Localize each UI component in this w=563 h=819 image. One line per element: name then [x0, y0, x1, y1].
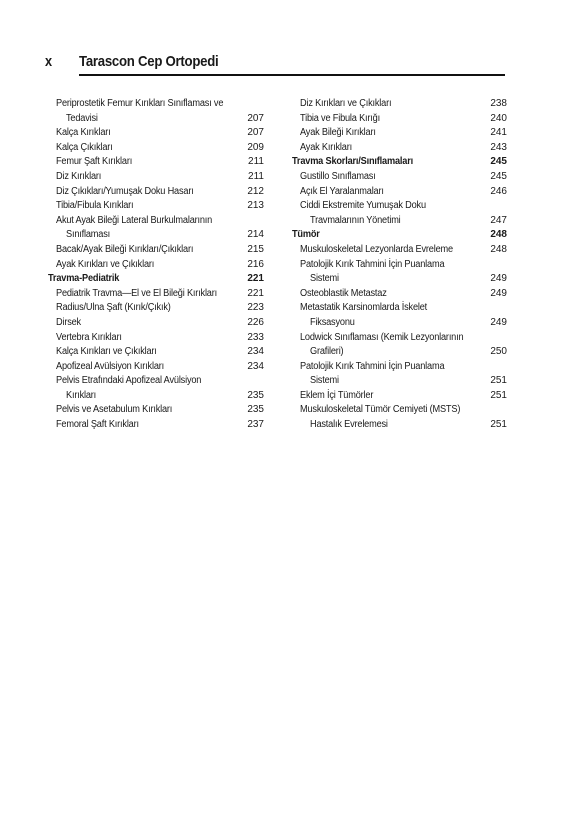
toc-entry [48, 287, 264, 302]
toc-entry-title: Sistemi [310, 273, 339, 285]
toc-page-number: 247 [490, 214, 507, 226]
toc-page-number: 234 [247, 360, 264, 372]
toc-entry-title: Kalça Çıkıkları [56, 141, 113, 153]
toc-page-number: 237 [247, 419, 264, 431]
toc-entry [292, 258, 507, 287]
toc-entry-line [48, 258, 264, 273]
toc-page-number: 248 [490, 243, 507, 255]
toc-entry-title: Sınıflaması [66, 229, 111, 241]
toc-page-number: 235 [247, 404, 264, 416]
toc-entry-line [48, 126, 264, 141]
toc-entry-line [292, 331, 507, 346]
toc-entry-title: Vertebra Kırıkları [56, 331, 122, 343]
toc-entry-line [292, 185, 507, 200]
toc-page-number: 233 [247, 331, 264, 343]
toc-entry-title: Pelvis ve Asetabulum Kırıkları [56, 404, 173, 416]
toc-entry-line [48, 360, 264, 375]
toc-page-number: 246 [490, 185, 507, 197]
toc-entry-title: Periprostetik Femur Kırıkları Sınıflaması ve [56, 98, 224, 109]
toc-entry-title: Tedavisi [66, 112, 98, 124]
toc-entry-title: Ciddi Ekstremite Yumuşak Doku [300, 200, 426, 212]
toc-entry-line [292, 287, 507, 302]
toc-entry [48, 316, 264, 331]
toc-page-number: 241 [490, 127, 507, 139]
toc-entry-line [48, 199, 264, 214]
toc-entry-title: Fiksasyonu [310, 316, 355, 328]
toc-page-number: 207 [247, 127, 264, 139]
toc-entry-line [292, 316, 507, 331]
toc-page-number: 234 [247, 346, 264, 358]
toc-entry [48, 97, 264, 126]
toc-entry-title: Travma Skorları/Sınıflamaları [292, 156, 413, 168]
toc-entry-line [292, 345, 507, 360]
toc-page-number: 251 [490, 389, 507, 401]
toc-entry-title: Femoral Şaft Kırıkları [56, 419, 139, 431]
toc-entry-line [48, 185, 264, 200]
toc-entry-line [292, 374, 507, 389]
toc-entry [48, 360, 264, 375]
toc-entry-line [292, 155, 507, 170]
toc-entry-line [48, 214, 264, 229]
toc-page-number: 212 [247, 185, 264, 197]
toc-entry-line [48, 287, 264, 302]
book-title: Tarascon Cep Ortopedi [79, 53, 219, 70]
toc-entry-line [48, 345, 264, 360]
toc-entry-line [48, 97, 264, 112]
toc-entry-line [292, 112, 507, 127]
toc-entry-title: Pediatrik Travma—El ve El Bileği Kırıkları [56, 287, 217, 299]
toc-entry [292, 199, 507, 228]
toc-entry [48, 185, 264, 200]
toc-page-number: 221 [247, 273, 264, 285]
toc-entry-line [48, 228, 264, 243]
toc-page-number: 245 [490, 170, 507, 182]
toc-entry [48, 301, 264, 316]
toc-entry-line [292, 258, 507, 273]
toc-entry-line [292, 228, 507, 243]
toc-entry-title: Eklem İçi Tümörler [300, 389, 374, 401]
toc-entry-line [48, 331, 264, 346]
toc-page-number: 250 [490, 346, 507, 358]
toc-entry-title: Bacak/Ayak Bileği Kırıkları/Çıkıkları [56, 243, 194, 255]
toc-entry [48, 418, 264, 433]
toc-entry [48, 199, 264, 214]
toc-entry [292, 97, 507, 112]
toc-entry-title: Grafileri) [310, 346, 344, 358]
toc-entry [292, 112, 507, 127]
toc-entry [292, 185, 507, 200]
toc-entry-title: Ayak Kırıkları [300, 141, 352, 153]
toc-entry-title: Akut Ayak Bileği Lateral Burkulmalarının [56, 214, 213, 226]
toc-entry-line [292, 301, 507, 316]
toc-entry-title: Ayak Bileği Kırıkları [300, 127, 376, 139]
toc-entry-line [292, 97, 507, 112]
toc-entry [292, 126, 507, 141]
toc-entry [292, 141, 507, 156]
toc-entry-title: Patolojik Kırık Tahmini İçin Puanlama [300, 258, 445, 270]
toc-entry-title: Diz Çıkıkları/Yumuşak Doku Hasarı [56, 185, 194, 197]
toc-entry-line [292, 199, 507, 214]
toc-entry [292, 331, 507, 360]
toc-page-number: 251 [490, 419, 507, 431]
toc-entry-title: Hastalık Evrelemesi [310, 419, 388, 431]
toc-entry [48, 345, 264, 360]
toc-entry [292, 243, 507, 258]
toc-section-heading [48, 272, 264, 287]
toc-page-number: 211 [248, 170, 264, 182]
toc-entry [292, 287, 507, 302]
toc-entry-title: Kırıkları [66, 389, 97, 401]
toc-entry-line [292, 272, 507, 287]
toc-entry [48, 374, 264, 403]
toc-entry-line [292, 403, 507, 418]
toc-entry-title: Apofizeal Avülsiyon Kırıkları [56, 360, 165, 372]
toc-page-number: 211 [248, 156, 264, 168]
toc-entry [48, 331, 264, 346]
toc-entry-title: Muskuloskeletal Tümör Cemiyeti (MSTS) [300, 404, 461, 416]
toc-entry [48, 126, 264, 141]
header-rule [79, 74, 505, 76]
toc-entry-line [48, 243, 264, 258]
toc-page-number: 248 [490, 229, 507, 241]
toc-page-number: 245 [490, 156, 507, 168]
toc-page-number: 249 [490, 316, 507, 328]
toc-entry [48, 155, 264, 170]
toc-entry-title: Dirsek [56, 316, 81, 328]
toc-entry-line [48, 170, 264, 185]
toc-page-number: 251 [490, 375, 507, 387]
toc-entry-title: Kalça Kırıkları ve Çıkıkları [56, 346, 157, 358]
toc-page-number: 249 [490, 287, 507, 299]
toc-entry-line [48, 316, 264, 331]
toc-page-number: 240 [490, 112, 507, 124]
toc-entry-line [292, 360, 507, 375]
toc-page-number: 243 [490, 141, 507, 153]
toc-page-number: 221 [247, 287, 264, 299]
toc-page-number: 238 [490, 98, 507, 109]
toc-page-number: 207 [247, 112, 264, 124]
toc-entry-line [292, 126, 507, 141]
toc-entry-line [48, 272, 264, 287]
toc-right-column [292, 97, 507, 433]
toc-entry-line [292, 418, 507, 433]
toc-page-number: 214 [247, 229, 264, 241]
toc-entry-title: Pelvis Etrafındaki Apofizeal Avülsiyon [56, 375, 202, 387]
toc-entry-line [292, 243, 507, 258]
toc-entry-line [48, 403, 264, 418]
toc-entry-title: Lodwick Sınıflaması (Kemik Lezyonlarının [300, 331, 464, 343]
toc-entry-title: Tibia/Fibula Kırıkları [56, 200, 134, 212]
toc-page-number: 223 [247, 302, 264, 314]
toc-entry-title: Osteoblastik Metastaz [300, 287, 387, 299]
toc-entry-line [292, 170, 507, 185]
toc-entry [48, 141, 264, 156]
toc-entry [48, 170, 264, 185]
toc-entry-line [292, 214, 507, 229]
toc-entry-title: Travmalarının Yönetimi [310, 214, 401, 226]
toc-entry-title: Ayak Kırıkları ve Çıkıkları [56, 258, 155, 270]
toc-page-number: 215 [247, 243, 264, 255]
toc-entry-title: Travma-Pediatrik [48, 273, 120, 285]
page-number: x [45, 53, 53, 70]
toc-page-number: 216 [247, 258, 264, 270]
toc-entry-title: Tümör [292, 229, 320, 241]
toc-section-heading [292, 228, 507, 243]
toc-entry [292, 403, 507, 432]
toc-entry [48, 258, 264, 273]
toc-entry-title: Diz Kırıkları ve Çıkıkları [300, 98, 392, 109]
toc-entry [292, 360, 507, 389]
toc-entry-line [292, 389, 507, 404]
toc-entry-title: Radius/Ulna Şaft (Kırık/Çıkık) [56, 302, 171, 314]
toc-left-column [48, 97, 264, 433]
toc-entry-line [292, 141, 507, 156]
toc-page-number: 235 [247, 389, 264, 401]
toc-entry-line [48, 155, 264, 170]
toc-entry-title: Kalça Kırıkları [56, 127, 111, 139]
toc-entry-title: Gustillo Sınıflaması [300, 170, 376, 182]
toc-page-number: 249 [490, 273, 507, 285]
toc-entry-title: Patolojik Kırık Tahmini İçin Puanlama [300, 360, 445, 372]
toc-entry [292, 389, 507, 404]
toc-entry-title: Diz Kırıkları [56, 170, 102, 182]
toc-entry-line [48, 374, 264, 389]
toc-entry-line [48, 301, 264, 316]
toc-entry-line [48, 418, 264, 433]
running-header [45, 52, 505, 78]
toc-entry-line [48, 389, 264, 404]
toc-section-heading [292, 155, 507, 170]
toc-entry-title: Femur Şaft Kırıkları [56, 156, 133, 168]
toc-entry-title: Sistemi [310, 375, 339, 387]
toc-entry [48, 243, 264, 258]
toc-entry [292, 301, 507, 330]
toc-entry-title: Açık El Yaralanmaları [300, 185, 384, 197]
toc-entry-title: Muskuloskeletal Lezyonlarda Evreleme [300, 243, 453, 255]
toc-entry [292, 170, 507, 185]
toc-entry-title: Metastatik Karsinomlarda İskelet [300, 302, 428, 314]
toc-entry-line [48, 141, 264, 156]
toc-page-number: 213 [247, 200, 264, 212]
toc-entry [48, 403, 264, 418]
toc-page-number: 226 [247, 316, 264, 328]
toc-entry-title: Tibia ve Fibula Kırığı [300, 112, 380, 124]
toc-page-number: 209 [247, 141, 264, 153]
toc-entry [48, 214, 264, 243]
toc-entry-line [48, 112, 264, 127]
